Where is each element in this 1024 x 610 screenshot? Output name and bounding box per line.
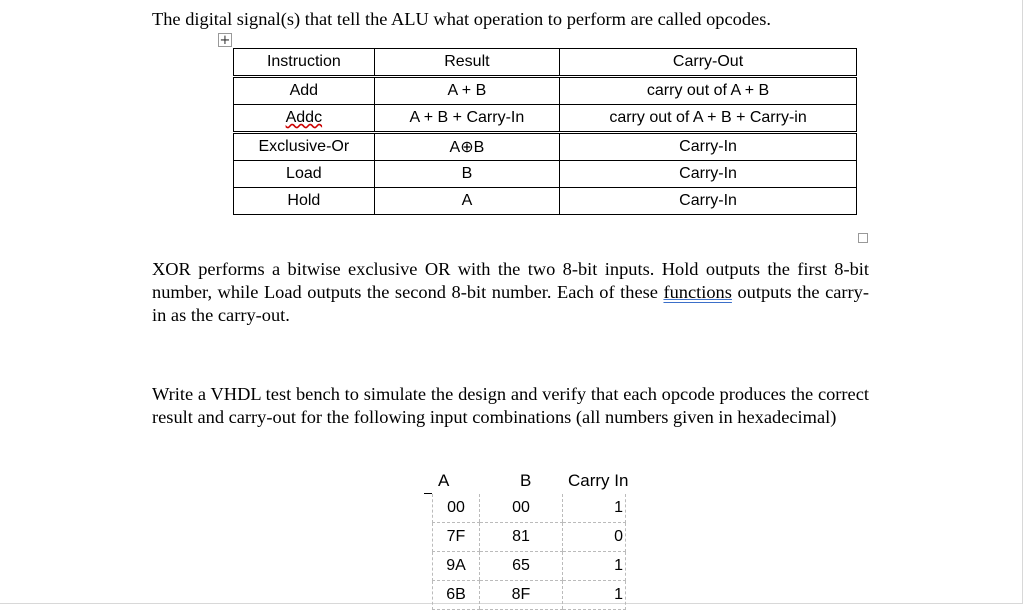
table-row — [433, 581, 626, 610]
header-instruction: Instruction — [234, 49, 375, 77]
paragraph-text: XOR performs a bitwise exclusive OR with the two 8-bit inputs. Hold outputs the first 8-bit number, while Load outputs the second 8-bit number. Each of these — [152, 259, 869, 302]
opcode-table — [233, 48, 857, 215]
table-header-row — [234, 49, 857, 77]
intro-paragraph: The digital signal(s) that tell the ALU what operation to perform are called opcodes. — [152, 9, 771, 29]
cell-carry-in: 1 — [563, 552, 626, 581]
cell-result: A⊕B — [374, 133, 559, 161]
inputs-header-a: A — [438, 471, 450, 490]
spellcheck-word[interactable]: Addc — [285, 109, 323, 126]
cell-carry-out: Carry-In — [560, 133, 857, 161]
xor-description-paragraph — [152, 258, 869, 327]
table-row — [234, 161, 857, 188]
paragraph-text: outputs the carry-in as the carry-out. — [152, 282, 870, 325]
cell-result: A + B — [374, 77, 559, 105]
table-row — [433, 523, 626, 552]
cell-a: 00 — [433, 494, 480, 523]
cell-a: 9A — [433, 552, 480, 581]
cell-b: 81 — [480, 523, 563, 552]
cell-b: 8F — [480, 581, 563, 610]
cell-carry-out: Carry-In — [560, 188, 857, 215]
cell-instruction: Hold — [234, 188, 375, 215]
cell-result: A — [374, 188, 559, 215]
cell-carry-out: carry out of A + B + Carry-in — [560, 105, 857, 133]
inputs-table — [432, 494, 626, 610]
grammar-flag-word[interactable]: functions — [663, 282, 732, 302]
header-result: Result — [374, 49, 559, 77]
table-row — [433, 494, 626, 523]
divider — [424, 493, 432, 494]
cell-carry-in: 1 — [563, 494, 626, 523]
table-row — [433, 552, 626, 581]
cell-carry-in: 1 — [563, 581, 626, 610]
cell-carry-out: carry out of A + B — [560, 77, 857, 105]
cell-instruction: Add — [234, 77, 375, 105]
cell-instruction — [234, 105, 375, 133]
cell-b: 65 — [480, 552, 563, 581]
table-row — [234, 105, 857, 133]
cell-result: A + B + Carry-In — [374, 105, 559, 133]
task-paragraph: Write a VHDL test bench to simulate the design and verify that each opcode produces the correct result and carry-out for the following input combinations (all numbers given in hexadecimal) — [152, 384, 869, 427]
cell-instruction: Load — [234, 161, 375, 188]
cell-a: 7F — [433, 523, 480, 552]
table-move-handle[interactable]: + — [219, 33, 231, 48]
cell-carry-in: 0 — [563, 523, 626, 552]
table-row — [234, 77, 857, 105]
table-row — [234, 133, 857, 161]
table-resize-handle[interactable] — [858, 233, 868, 243]
cell-b: 00 — [480, 494, 563, 523]
header-carry-out: Carry-Out — [560, 49, 857, 77]
cell-result: B — [374, 161, 559, 188]
cell-carry-out: Carry-In — [560, 161, 857, 188]
cell-instruction: Exclusive-Or — [234, 133, 375, 161]
cell-a: 6B — [433, 581, 480, 610]
table-row — [234, 188, 857, 215]
inputs-header-b: B — [520, 471, 532, 490]
inputs-header-carry-in: Carry In — [568, 471, 629, 490]
